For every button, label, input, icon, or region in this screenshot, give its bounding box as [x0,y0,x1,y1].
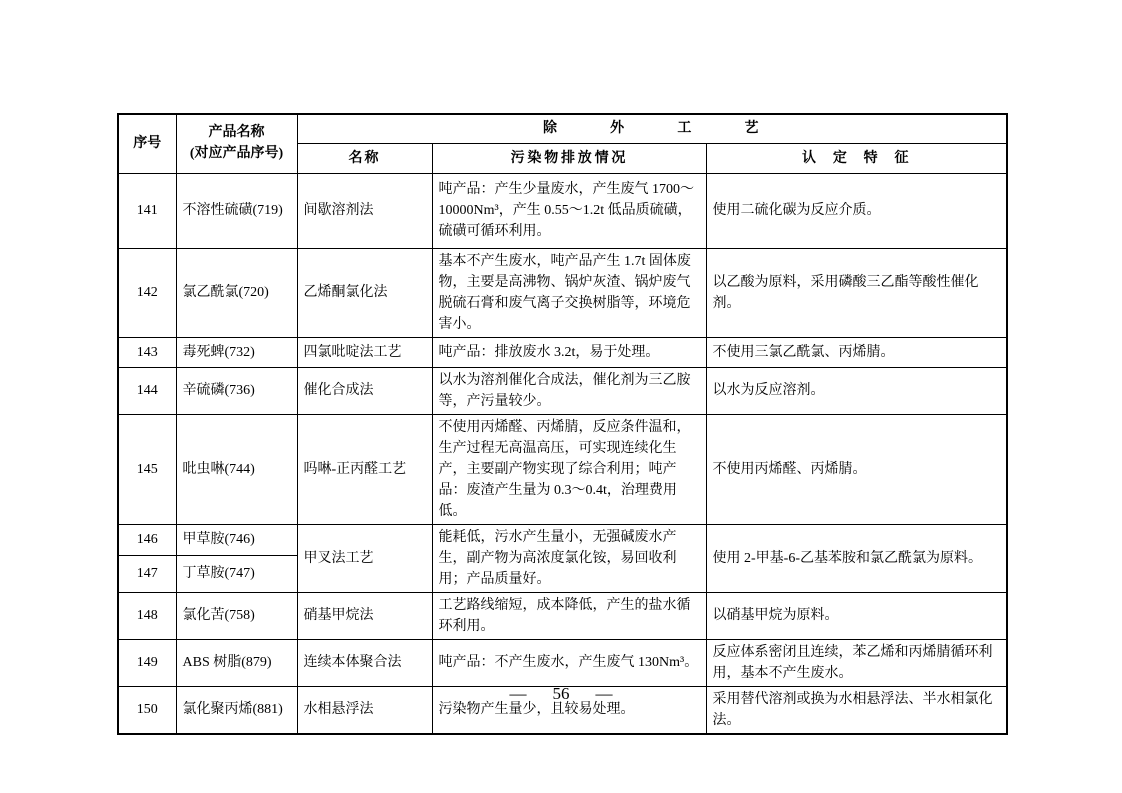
table-row [118,337,1007,367]
cell-method: 硝基甲烷法 [297,592,432,639]
cell-index: 150 [118,686,176,734]
cell-method: 四氯吡啶法工艺 [297,337,432,367]
cell-index: 148 [118,592,176,639]
cell-emission: 吨产品：排放废水 3.2t，易于处理。 [432,337,706,367]
cell-product: 吡虫啉(744) [176,414,297,524]
cell-emission: 以水为溶剂催化合成法，催化剂为三乙胺等，产污量较少。 [432,367,706,414]
footer-dash-left: — [509,684,527,703]
cell-product: 氯化苦(758) [176,592,297,639]
cell-method: 催化合成法 [297,367,432,414]
page-footer [0,684,1122,704]
table-row [118,173,1007,248]
cell-index: 147 [118,555,176,592]
cell-emission: 工艺路线缩短，成本降低，产生的盐水循环利用。 [432,592,706,639]
cell-emission-merged: 能耗低，污水产生量小，无强碱废水产生，副产物为高浓度氯化铵，易回收利用；产品质量好。 [432,524,706,592]
cell-index: 146 [118,524,176,555]
cell-method: 乙烯酮氯化法 [297,248,432,337]
table-row [118,639,1007,686]
cell-index: 149 [118,639,176,686]
cell-feature: 以水为反应溶剂。 [706,367,1007,414]
page-number: 56 [552,684,570,703]
cell-index: 144 [118,367,176,414]
footer-dash-right: — [595,684,613,703]
cell-product: 氯乙酰氯(720) [176,248,297,337]
header-identified-feature: 认定特征 [706,143,1007,173]
cell-method: 连续本体聚合法 [297,639,432,686]
header-product-line2: (对应产品序号) [189,145,284,161]
cell-product: 不溶性硫磺(719) [176,173,297,248]
cell-product: 毒死蜱(732) [176,337,297,367]
table-row [118,414,1007,524]
cell-feature: 不使用三氯乙酰氯、丙烯腈。 [706,337,1007,367]
cell-feature: 采用替代溶剂或换为水相悬浮法、半水相氯化法。 [706,686,1007,734]
cell-method-merged: 甲叉法工艺 [297,524,432,592]
header-process-name: 名称 [297,143,432,173]
header-row-1 [118,114,1007,143]
cell-product: ABS 树脂(879) [176,639,297,686]
cell-product: 丁草胺(747) [176,555,297,592]
cell-feature-merged: 使用 2-甲基-6-乙基苯胺和氯乙酰氯为原料。 [706,524,1007,592]
header-group-exempt-process: 除外工艺 [297,114,1007,143]
cell-emission: 不使用丙烯醛、丙烯腈，反应条件温和，生产过程无高温高压，可实现连续化生产，主要副产物实现了综合利用；吨产品：废渣产生量为 0.3～0.4t，治理费用低。 [432,414,706,524]
header-product-line1: 产品名称 [208,125,265,141]
cell-emission: 污染物产生量少，且较易处理。 [432,686,706,734]
cell-product: 辛硫磷(736) [176,367,297,414]
cell-emission: 吨产品：产生少量废水，产生废气 1700～10000Nm³，产生 0.55～1.2t 低品质硫磺，硫磺可循环利用。 [432,173,706,248]
table-row [118,367,1007,414]
cell-index: 145 [118,414,176,524]
table-row [118,248,1007,337]
header-index: 序号 [118,114,176,173]
cell-index: 143 [118,337,176,367]
exempt-process-table [117,113,1008,735]
cell-emission: 基本不产生废水，吨产品产生 1.7t 固体废物，主要是高沸物、锅炉灰渣、锅炉废气脱硫石膏和废气离子交换树脂等，环境危害小。 [432,248,706,337]
cell-feature: 反应体系密闭且连续，苯乙烯和丙烯腈循环利用，基本不产生废水。 [706,639,1007,686]
cell-method: 间歇溶剂法 [297,173,432,248]
cell-feature: 不使用丙烯醛、丙烯腈。 [706,414,1007,524]
cell-method: 水相悬浮法 [297,686,432,734]
cell-feature: 使用二硫化碳为反应介质。 [706,173,1007,248]
cell-feature: 以硝基甲烷为原料。 [706,592,1007,639]
cell-emission: 吨产品：不产生废水，产生废气 130Nm³。 [432,639,706,686]
cell-method: 吗啉-正丙醛工艺 [297,414,432,524]
header-pollutant-emission: 污染物排放情况 [432,143,706,173]
header-product [176,114,297,173]
table-row [118,524,1007,555]
cell-feature: 以乙酸为原料，采用磷酸三乙酯等酸性催化剂。 [706,248,1007,337]
cell-index: 141 [118,173,176,248]
table-row [118,592,1007,639]
cell-product: 氯化聚丙烯(881) [176,686,297,734]
cell-product: 甲草胺(746) [176,524,297,555]
cell-index: 142 [118,248,176,337]
